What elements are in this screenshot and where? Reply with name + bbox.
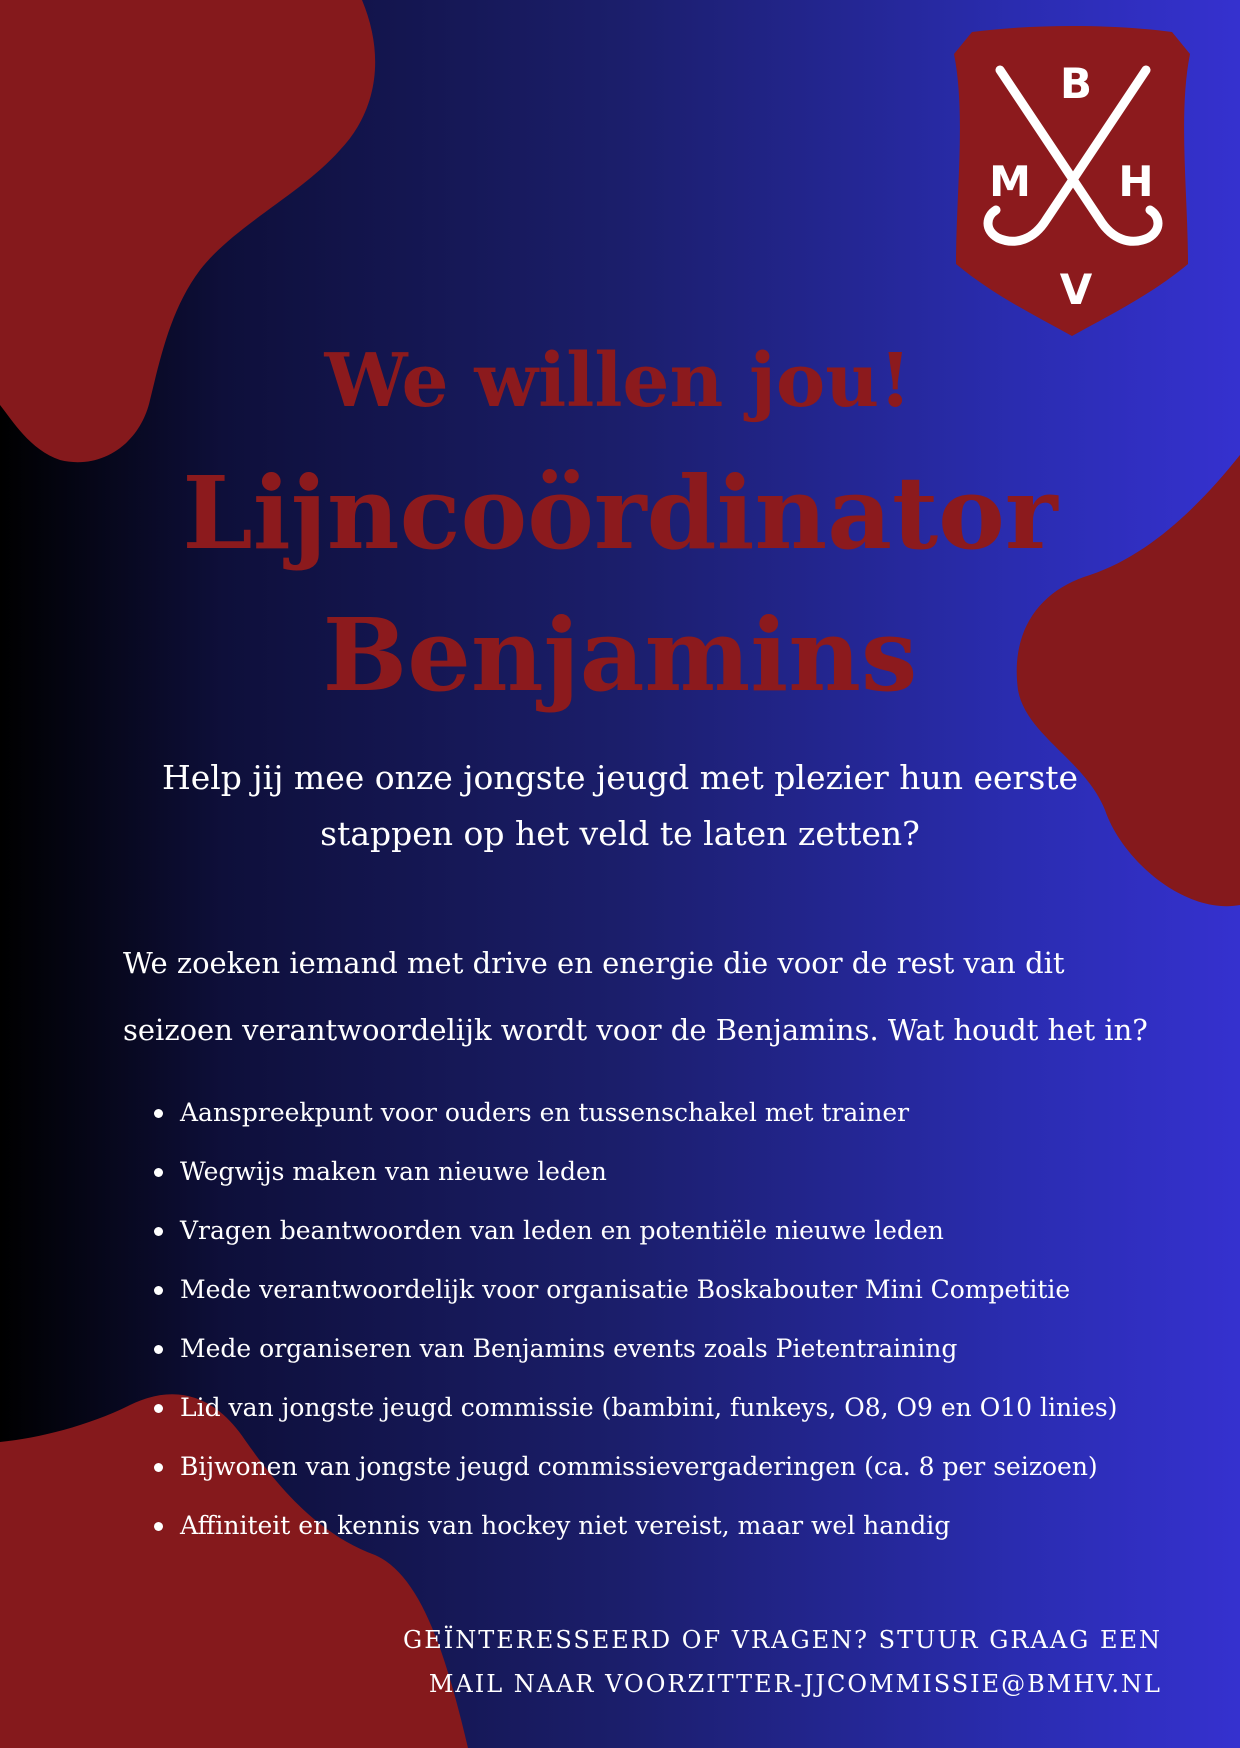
bullet-icon xyxy=(154,1345,163,1354)
duty-text: Mede organiseren van Benjamins events zoals Pietentraining xyxy=(180,1334,958,1363)
headline-role: Lijncoördinator xyxy=(182,454,1058,572)
bullet-icon xyxy=(154,1404,163,1413)
club-logo xyxy=(952,24,1192,336)
bullet-icon xyxy=(154,1522,163,1531)
duty-text: Lid van jongste jeugd commissie (bambini, funkeys, O8, O9 en O10 linies) xyxy=(180,1393,1118,1422)
contact-email-line[interactable]: MAIL NAAR VOORZITTER-JJCOMMISSIE@BMHV.NL xyxy=(428,1670,1162,1698)
duty-text: Vragen beantwoorden van leden en potentiële nieuwe leden xyxy=(180,1216,944,1245)
duty-text: Mede verantwoordelijk voor organisatie Boskabouter Mini Competitie xyxy=(180,1275,1071,1304)
intro-paragraph xyxy=(123,930,1183,1064)
logo-letter-h: H xyxy=(1118,157,1154,206)
logo-letter-v: V xyxy=(1059,265,1093,314)
intro-line-2: seizoen verantwoordelijk wordt voor de Benjamins. Wat houdt het in? xyxy=(123,1013,1148,1047)
bullet-icon xyxy=(154,1168,163,1177)
logo-letter-m: M xyxy=(989,157,1031,206)
duties-list xyxy=(150,1083,1190,1555)
duty-text: Wegwijs maken van nieuwe leden xyxy=(180,1157,607,1186)
duty-text: Aanspreekpunt voor ouders en tussenschakel met trainer xyxy=(180,1098,910,1127)
bullet-icon xyxy=(154,1227,163,1236)
list-item xyxy=(150,1260,1190,1319)
tagline-line-1: Help jij mee onze jongste jeugd met plezier hun eerste xyxy=(161,758,1079,797)
bullet-icon xyxy=(154,1109,163,1118)
list-item xyxy=(150,1437,1190,1496)
duty-text: Affiniteit en kennis van hockey niet vereist, maar wel handig xyxy=(180,1511,951,1540)
list-item xyxy=(150,1496,1190,1555)
list-item xyxy=(150,1378,1190,1437)
list-item xyxy=(150,1142,1190,1201)
logo-letter-b: B xyxy=(1059,59,1093,108)
list-item xyxy=(150,1319,1190,1378)
contact-info xyxy=(262,1618,1162,1706)
bullet-icon xyxy=(154,1286,163,1295)
list-item xyxy=(150,1201,1190,1260)
duty-text: Bijwonen van jongste jeugd commissievergaderingen (ca. 8 per seizoen) xyxy=(180,1452,1098,1481)
headline-team: Benjamins xyxy=(322,596,918,714)
tagline xyxy=(120,750,1120,862)
intro-line-1: We zoeken iemand met drive en energie die voor de rest van dit xyxy=(123,946,1065,980)
tagline-line-2: stappen op het veld te laten zetten? xyxy=(320,814,920,853)
bullet-icon xyxy=(154,1463,163,1472)
list-item xyxy=(150,1083,1190,1142)
headline-we-willen-jou: We willen jou! xyxy=(324,338,912,424)
contact-line-1: GEÏNTERESSEERD OF VRAGEN? STUUR GRAAG EEN xyxy=(403,1626,1162,1654)
